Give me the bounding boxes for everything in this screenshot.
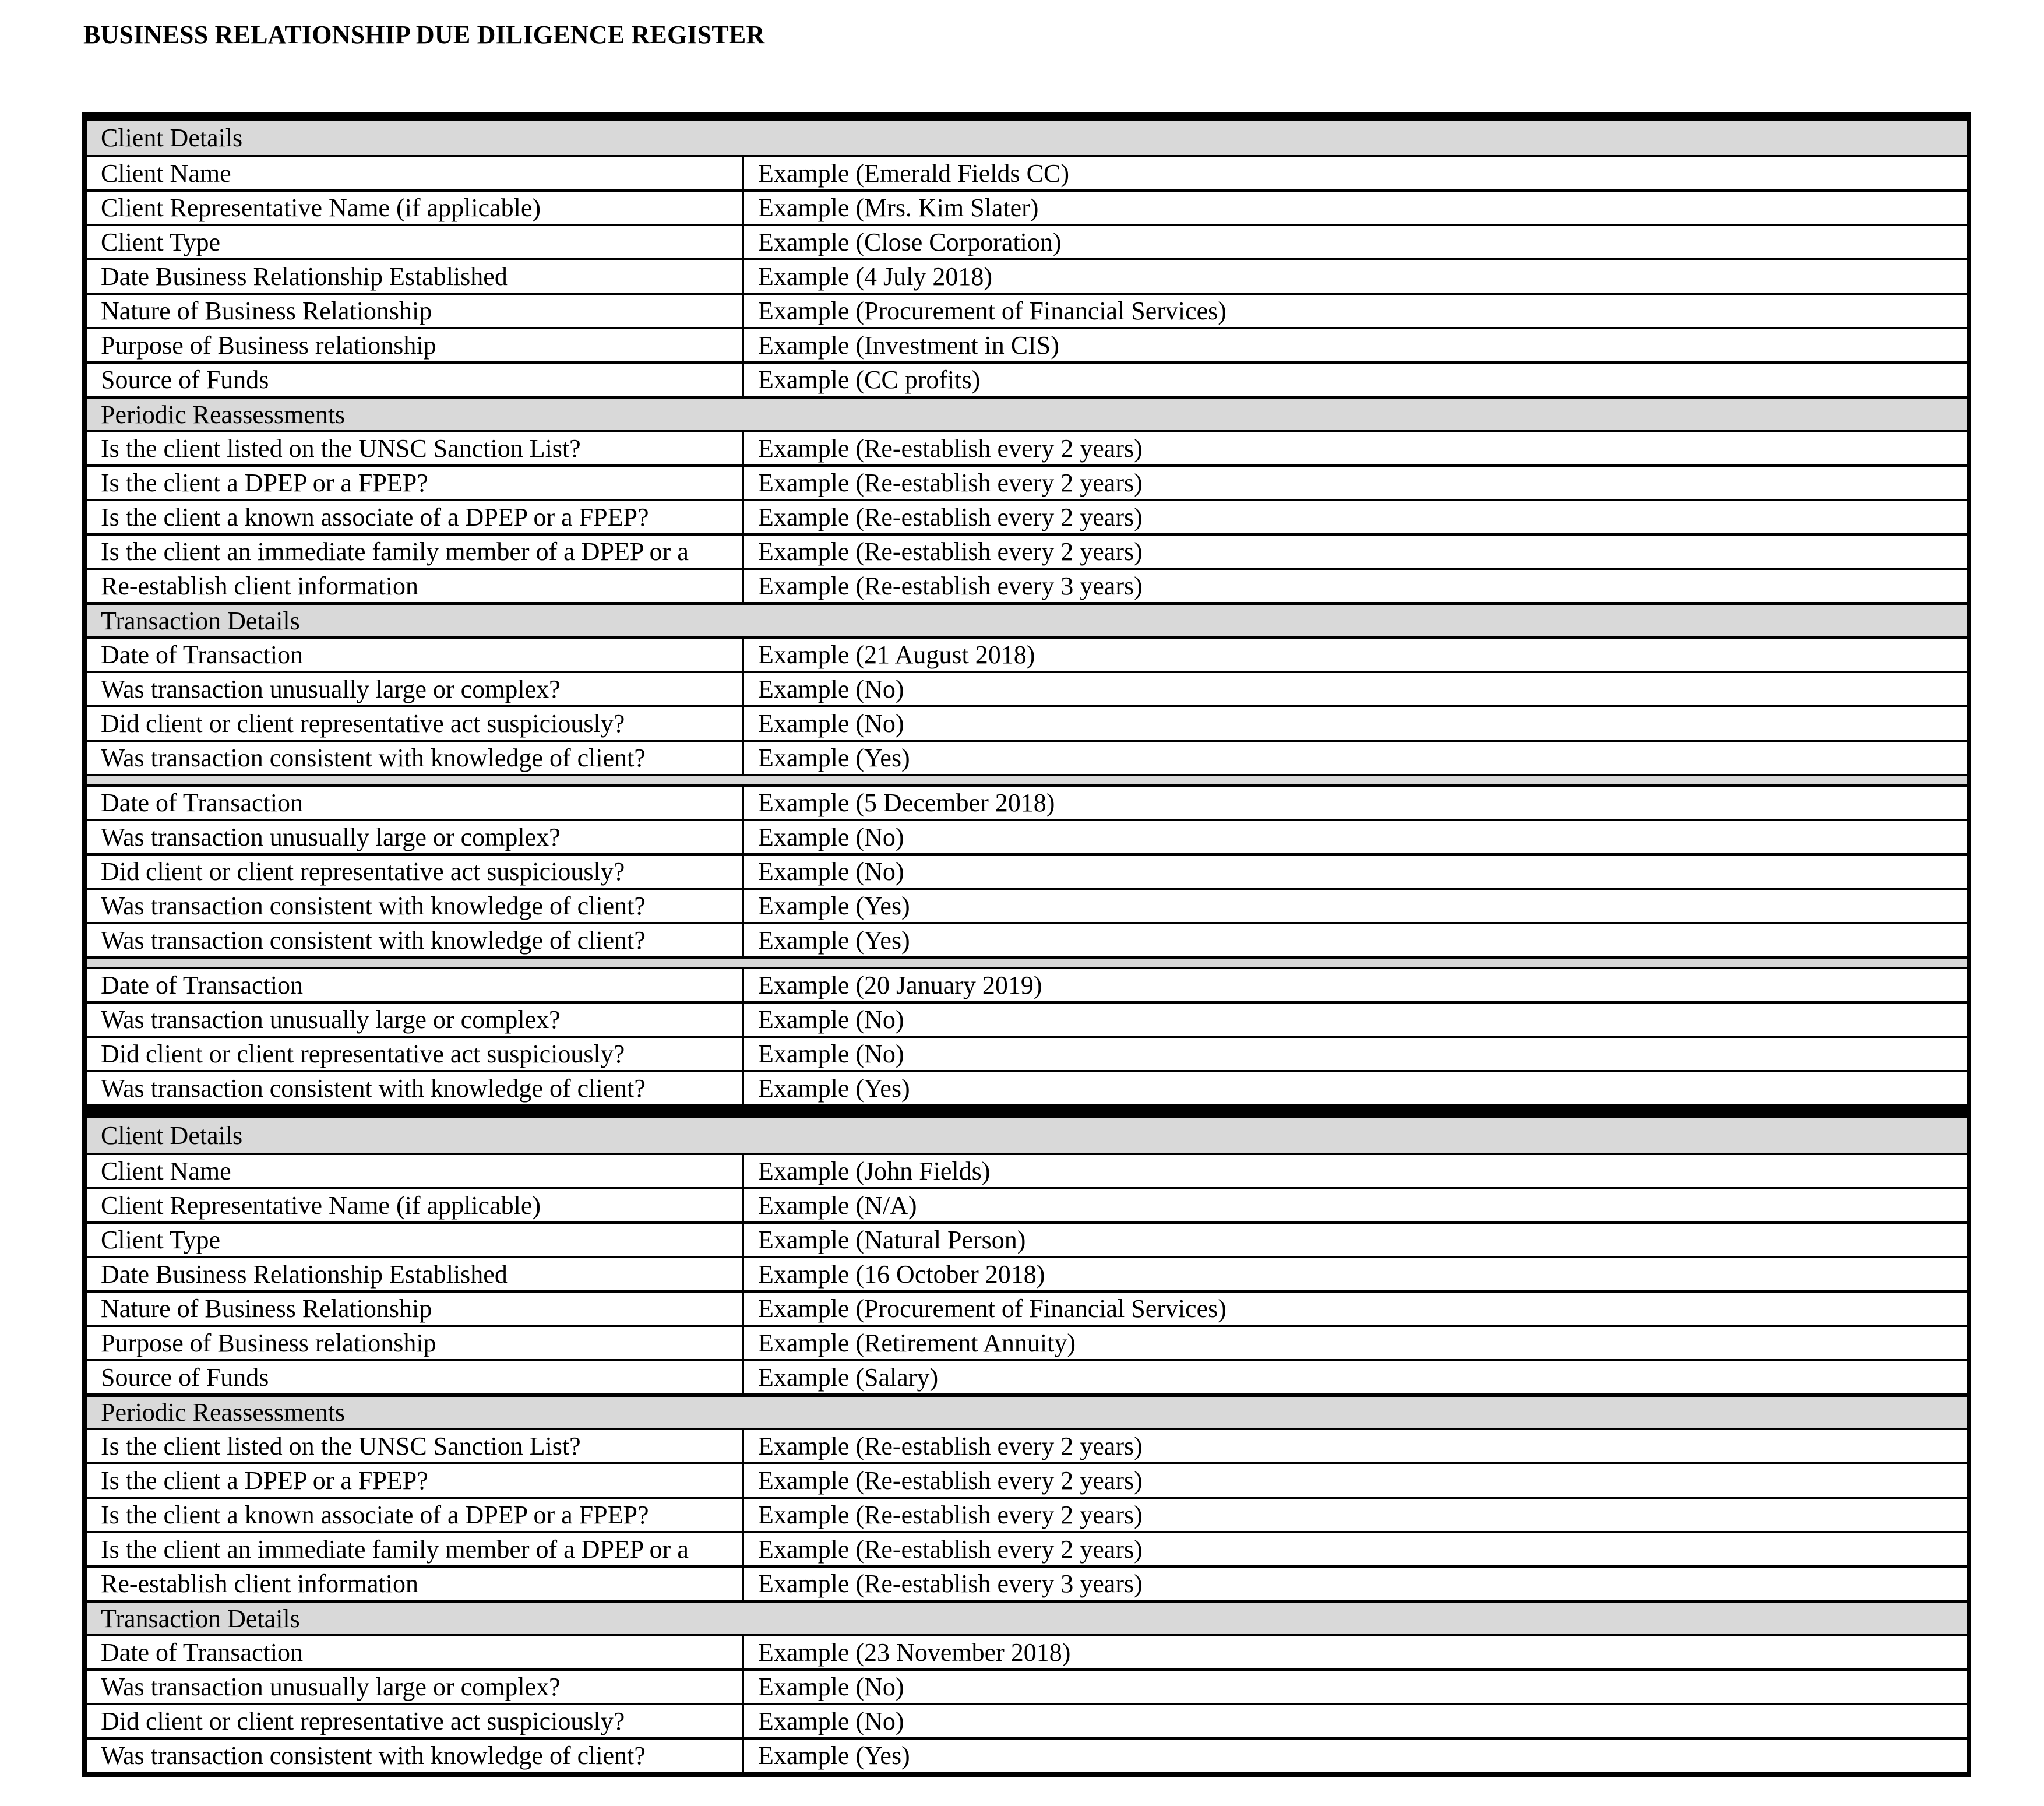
field-label: Was transaction consistent with knowledge of client? — [101, 891, 646, 920]
field-label: Date Business Relationship Established — [101, 262, 508, 291]
field-value-cell[interactable] — [744, 969, 1967, 1001]
section-header-label: Periodic Reassessments — [101, 1397, 346, 1427]
field-value[interactable]: Example (21 August 2018) — [758, 640, 1035, 669]
field-label: Nature of Business Relationship — [101, 1294, 432, 1323]
table-row — [87, 1497, 1967, 1531]
field-label-cell — [87, 260, 744, 293]
field-label: Nature of Business Relationship — [101, 296, 432, 325]
field-value[interactable]: Example (Emerald Fields CC) — [758, 159, 1069, 188]
field-value[interactable]: Example (No) — [758, 674, 904, 703]
field-value-cell[interactable] — [744, 501, 1967, 533]
field-value[interactable]: Example (Yes) — [758, 1741, 910, 1770]
field-label-cell — [87, 969, 744, 1001]
field-value[interactable]: Example (No) — [758, 822, 904, 851]
field-label-cell — [87, 1189, 744, 1221]
field-value[interactable]: Example (No) — [758, 1005, 904, 1034]
field-label: Date of Transaction — [101, 1638, 304, 1667]
field-value-cell[interactable] — [744, 1430, 1967, 1462]
field-value-cell[interactable] — [744, 1155, 1967, 1187]
document-title: BUSINESS RELATIONSHIP DUE DILIGENCE REGISTER — [83, 20, 765, 49]
field-value[interactable]: Example (Investment in CIS) — [758, 330, 1059, 360]
field-value-cell[interactable] — [744, 226, 1967, 258]
field-value-cell[interactable] — [744, 1038, 1967, 1070]
field-value-cell[interactable] — [744, 924, 1967, 956]
field-value-cell[interactable] — [744, 364, 1967, 396]
field-label: Is the client a DPEP or a FPEP? — [101, 1466, 428, 1495]
field-label: Client Representative Name (if applicable) — [101, 193, 541, 222]
table-row — [87, 636, 1967, 671]
field-value-cell[interactable] — [744, 856, 1967, 888]
field-value-cell[interactable] — [744, 295, 1967, 327]
field-label: Client Representative Name (if applicable) — [101, 1191, 541, 1220]
field-value-cell[interactable] — [744, 536, 1967, 568]
table-row — [87, 819, 1967, 853]
field-value[interactable]: Example (No) — [758, 1672, 904, 1701]
field-label-cell — [87, 1464, 744, 1497]
field-value[interactable]: Example (Mrs. Kim Slater) — [758, 193, 1039, 222]
field-label-cell — [87, 787, 744, 819]
table-row — [87, 258, 1967, 293]
field-label-cell — [87, 364, 744, 396]
field-label: Purpose of Business relationship — [101, 1328, 436, 1357]
field-label: Was transaction unusually large or complex? — [101, 822, 561, 851]
field-value[interactable]: Example (20 January 2019) — [758, 970, 1042, 999]
section-header-label: Transaction Details — [101, 1604, 300, 1633]
table-row — [87, 705, 1967, 740]
field-value[interactable]: Example (Yes) — [758, 743, 910, 772]
field-value-cell[interactable] — [744, 821, 1967, 853]
field-value-cell[interactable] — [744, 1293, 1967, 1325]
field-label: Did client or client representative act suspiciously? — [101, 857, 625, 886]
table-row — [87, 293, 1967, 327]
table-row — [87, 1070, 1967, 1104]
transaction-separator — [87, 956, 1967, 967]
field-label: Was transaction consistent with knowledge of client? — [101, 925, 646, 955]
table-row — [87, 1462, 1967, 1497]
table-row — [87, 1668, 1967, 1703]
field-label: Date Business Relationship Established — [101, 1259, 508, 1289]
periodic-reassessments-header — [87, 1393, 1967, 1428]
client-block — [87, 1104, 1967, 1772]
field-label-cell — [87, 192, 744, 224]
field-label-cell — [87, 821, 744, 853]
field-label-cell — [87, 856, 744, 888]
field-label-cell — [87, 1224, 744, 1256]
field-label-cell — [87, 1636, 744, 1668]
transaction-details-header — [87, 1600, 1967, 1634]
table-row — [87, 533, 1967, 568]
field-value[interactable]: Example (No) — [758, 709, 904, 738]
periodic-reassessments-header — [87, 396, 1967, 430]
field-label: Re-establish client information — [101, 1569, 418, 1598]
table-row — [87, 499, 1967, 533]
field-value-cell[interactable] — [744, 1258, 1967, 1290]
field-value[interactable]: Example (Procurement of Financial Services) — [758, 1294, 1227, 1323]
table-row — [87, 967, 1967, 1001]
field-value-cell[interactable] — [744, 1533, 1967, 1565]
field-label-cell — [87, 226, 744, 258]
client-block — [87, 121, 1967, 1104]
field-label: Is the client a DPEP or a FPEP? — [101, 468, 428, 497]
field-label-cell — [87, 1327, 744, 1359]
field-label-cell — [87, 329, 744, 361]
section-header-label: Client Details — [101, 1121, 243, 1150]
field-value-cell[interactable] — [744, 1705, 1967, 1737]
field-label-cell — [87, 639, 744, 671]
field-value[interactable]: Example (Yes) — [758, 925, 910, 955]
field-value[interactable]: Example (CC profits) — [758, 365, 981, 394]
client-details-header — [87, 121, 1967, 155]
table-row — [87, 189, 1967, 224]
table-row — [87, 1290, 1967, 1325]
field-label: Client Type — [101, 227, 221, 256]
field-label: Source of Funds — [101, 1363, 269, 1392]
field-label: Purpose of Business relationship — [101, 330, 436, 360]
client-details-header — [87, 1118, 1967, 1153]
field-label-cell — [87, 157, 744, 189]
table-row — [87, 464, 1967, 499]
field-label-cell — [87, 924, 744, 956]
field-label: Was transaction unusually large or complex? — [101, 674, 561, 703]
field-label-cell — [87, 1072, 744, 1104]
field-label: Did client or client representative act suspiciously? — [101, 1039, 625, 1068]
field-label-cell — [87, 1004, 744, 1036]
transaction-details-header — [87, 602, 1967, 636]
field-label-cell — [87, 1155, 744, 1187]
field-label-cell — [87, 432, 744, 464]
field-label-cell — [87, 673, 744, 705]
field-label-cell — [87, 1293, 744, 1325]
field-label: Did client or client representative act suspiciously? — [101, 1706, 625, 1735]
field-value[interactable]: Example (Re-establish every 2 years) — [758, 502, 1143, 531]
transaction-separator — [87, 774, 1967, 784]
field-value-cell[interactable] — [744, 570, 1967, 602]
field-value-cell[interactable] — [744, 1224, 1967, 1256]
table-row — [87, 155, 1967, 189]
table-row — [87, 1737, 1967, 1772]
field-value[interactable]: Example (Re-establish every 2 years) — [758, 1500, 1143, 1529]
field-value-cell[interactable] — [744, 467, 1967, 499]
field-value-cell[interactable] — [744, 673, 1967, 705]
field-label-cell — [87, 570, 744, 602]
field-value[interactable]: Example (Salary) — [758, 1363, 939, 1392]
table-row — [87, 1001, 1967, 1036]
table-row — [87, 1359, 1967, 1393]
field-label-cell — [87, 1740, 744, 1772]
field-value[interactable]: Example (No) — [758, 1706, 904, 1735]
field-value[interactable]: Example (Close Corporation) — [758, 227, 1062, 256]
field-value-cell[interactable] — [744, 1568, 1967, 1600]
table-row — [87, 1221, 1967, 1256]
field-value-cell[interactable] — [744, 707, 1967, 740]
field-value-cell[interactable] — [744, 1072, 1967, 1104]
field-label-cell — [87, 467, 744, 499]
field-label: Is the client an immediate family member of a DPEP or a — [101, 537, 689, 566]
field-value-cell[interactable] — [744, 742, 1967, 774]
field-value-cell[interactable] — [744, 639, 1967, 671]
field-value[interactable]: Example (Re-establish every 2 years) — [758, 1534, 1143, 1564]
field-value[interactable]: Example (Re-establish every 2 years) — [758, 537, 1143, 566]
field-value-cell[interactable] — [744, 1189, 1967, 1221]
field-label: Was transaction consistent with knowledge of client? — [101, 1741, 646, 1770]
field-label-cell — [87, 707, 744, 740]
field-value-cell[interactable] — [744, 1361, 1967, 1393]
field-label: Client Name — [101, 1156, 231, 1185]
field-value[interactable]: Example (4 July 2018) — [758, 262, 993, 291]
field-value-cell[interactable] — [744, 1499, 1967, 1531]
field-label: Was transaction unusually large or complex? — [101, 1672, 561, 1701]
field-value[interactable]: Example (No) — [758, 857, 904, 886]
field-value[interactable]: Example (Re-establish every 2 years) — [758, 1431, 1143, 1460]
field-label: Is the client listed on the UNSC Sanction List? — [101, 434, 581, 463]
field-label-cell — [87, 1671, 744, 1703]
field-value-cell[interactable] — [744, 787, 1967, 819]
field-label: Is the client an immediate family member of a DPEP or a — [101, 1534, 689, 1564]
field-label: Client Name — [101, 159, 231, 188]
table-row — [87, 1634, 1967, 1668]
field-label: Did client or client representative act suspiciously? — [101, 709, 625, 738]
table-row — [87, 430, 1967, 464]
field-label-cell — [87, 1705, 744, 1737]
field-value-cell[interactable] — [744, 1740, 1967, 1772]
table-row — [87, 327, 1967, 361]
field-value[interactable]: Example (Yes) — [758, 1073, 910, 1103]
field-value-cell[interactable] — [744, 1464, 1967, 1497]
field-label: Is the client a known associate of a DPEP or a FPEP? — [101, 502, 649, 531]
field-value[interactable]: Example (Procurement of Financial Services) — [758, 296, 1227, 325]
field-label-cell — [87, 295, 744, 327]
table-row — [87, 1565, 1967, 1600]
table-row — [87, 1187, 1967, 1221]
field-label-cell — [87, 1430, 744, 1462]
field-value[interactable]: Example (Natural Person) — [758, 1225, 1026, 1254]
field-value[interactable]: Example (Re-establish every 3 years) — [758, 1569, 1143, 1598]
field-value[interactable]: Example (Yes) — [758, 891, 910, 920]
field-value[interactable]: Example (N/A) — [758, 1191, 917, 1220]
table-row — [87, 922, 1967, 956]
field-value-cell[interactable] — [744, 260, 1967, 293]
field-label: Was transaction unusually large or complex? — [101, 1005, 561, 1034]
field-value[interactable]: Example (No) — [758, 1039, 904, 1068]
field-value[interactable]: Example (5 December 2018) — [758, 788, 1055, 817]
table-row — [87, 784, 1967, 819]
field-label: Date of Transaction — [101, 970, 304, 999]
field-label: Is the client a known associate of a DPEP or a FPEP? — [101, 1500, 649, 1529]
field-label-cell — [87, 1568, 744, 1600]
section-header-label: Transaction Details — [101, 606, 300, 635]
table-row — [87, 1531, 1967, 1565]
field-value-cell[interactable] — [744, 1636, 1967, 1668]
field-value-cell[interactable] — [744, 192, 1967, 224]
table-row — [87, 888, 1967, 922]
field-label-cell — [87, 501, 744, 533]
table-row — [87, 361, 1967, 396]
field-value[interactable]: Example (Re-establish every 2 years) — [758, 1466, 1143, 1495]
field-value[interactable]: Example (Re-establish every 3 years) — [758, 571, 1143, 600]
field-label-cell — [87, 890, 744, 922]
section-header-label: Periodic Reassessments — [101, 400, 346, 429]
field-label-cell — [87, 1499, 744, 1531]
field-label-cell — [87, 1361, 744, 1393]
table-row — [87, 853, 1967, 888]
field-label-cell — [87, 1038, 744, 1070]
field-value[interactable]: Example (John Fields) — [758, 1156, 991, 1185]
table-row — [87, 740, 1967, 774]
field-label: Date of Transaction — [101, 640, 304, 669]
field-label-cell — [87, 1533, 744, 1565]
field-value[interactable]: Example (Re-establish every 2 years) — [758, 468, 1143, 497]
table-row — [87, 1036, 1967, 1070]
table-row — [87, 671, 1967, 705]
field-value-cell[interactable] — [744, 157, 1967, 189]
field-value-cell[interactable] — [744, 1004, 1967, 1036]
field-label: Source of Funds — [101, 365, 269, 394]
section-header-label: Client Details — [101, 123, 243, 152]
field-value-cell[interactable] — [744, 890, 1967, 922]
field-label-cell — [87, 1258, 744, 1290]
table-row — [87, 1153, 1967, 1187]
field-label-cell — [87, 742, 744, 774]
field-label: Date of Transaction — [101, 788, 304, 817]
field-value[interactable]: Example (23 November 2018) — [758, 1638, 1071, 1667]
field-label: Was transaction consistent with knowledge of client? — [101, 1073, 646, 1103]
table-row — [87, 1256, 1967, 1290]
field-value[interactable]: Example (16 October 2018) — [758, 1259, 1045, 1289]
table-row — [87, 1325, 1967, 1359]
field-value[interactable]: Example (Re-establish every 2 years) — [758, 434, 1143, 463]
field-label: Client Type — [101, 1225, 221, 1254]
field-value-cell[interactable] — [744, 329, 1967, 361]
field-label: Re-establish client information — [101, 571, 418, 600]
due-diligence-register-table — [82, 112, 1971, 1777]
field-value-cell[interactable] — [744, 1671, 1967, 1703]
field-value-cell[interactable] — [744, 432, 1967, 464]
field-label: Was transaction consistent with knowledge of client? — [101, 743, 646, 772]
table-row — [87, 224, 1967, 258]
field-label: Is the client listed on the UNSC Sanction List? — [101, 1431, 581, 1460]
table-row — [87, 1428, 1967, 1462]
table-row — [87, 1703, 1967, 1737]
table-row — [87, 568, 1967, 602]
field-label-cell — [87, 536, 744, 568]
field-value-cell[interactable] — [744, 1327, 1967, 1359]
field-value[interactable]: Example (Retirement Annuity) — [758, 1328, 1076, 1357]
